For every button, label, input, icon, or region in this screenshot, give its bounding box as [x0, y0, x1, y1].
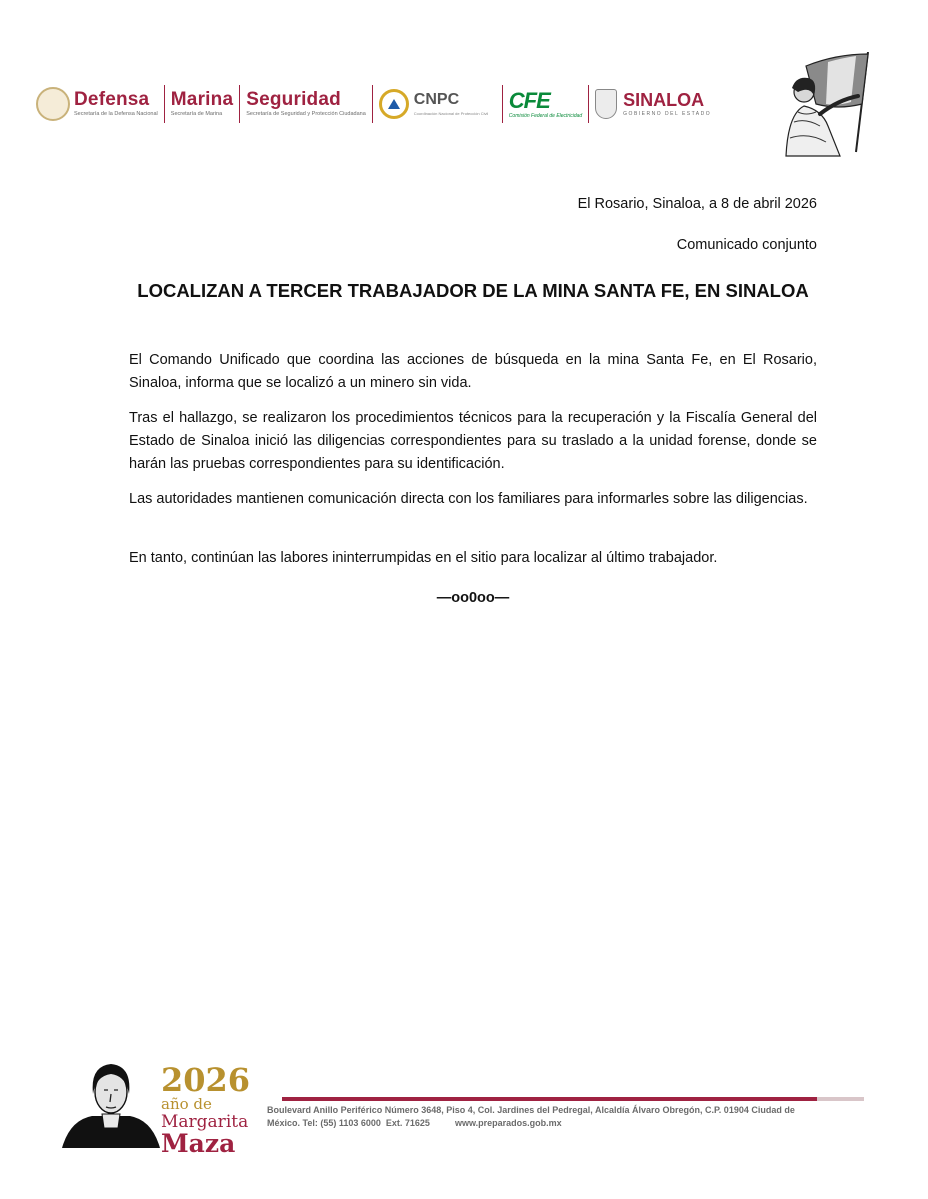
defensa-name: Defensa: [74, 89, 150, 111]
national-seal-icon: [36, 87, 70, 121]
seguridad-logo: [246, 82, 366, 126]
logo-divider: [164, 85, 165, 123]
sinaloa-name: SINALOA: [623, 90, 705, 110]
body-paragraph: Las autoridades mantienen comunicación directa con los familiares para informarles sobre las diligencias.: [129, 491, 808, 507]
website-link[interactable]: www.preparados.gob.mx: [454, 1118, 562, 1128]
page-title: LOCALIZAN A TERCER TRABAJADOR DE LA MINA SANTA FE, EN SINALOA: [137, 280, 809, 301]
cnpc-subtitle: Coordinación Nacional de Protección Civil: [413, 110, 489, 116]
margarita-maza-portrait-icon: [62, 1058, 160, 1148]
footer-divider-fill: [282, 1097, 817, 1101]
address-line-1: Boulevard Anillo Periférico Número 3648, Piso 4, Col. Jardines del Pedregal, Alcaldía Álvaro Obregón, C.P. 01904 Ciudad de: [267, 1105, 795, 1115]
marina-subtitle: Secretaría de Marina: [170, 111, 223, 118]
honoree-last-name: Maza: [161, 1129, 236, 1158]
letterhead: [0, 0, 928, 170]
sinaloa-logo: [595, 82, 711, 126]
footer-divider-bar: [282, 1097, 864, 1101]
defensa-logo: [36, 82, 158, 126]
address-line-2: México. Tel: (55) 1103 6000 Ext. 71625: [267, 1118, 430, 1128]
year-dedication: [161, 1061, 251, 1158]
logo-divider: [588, 85, 589, 123]
document-kind: Comunicado conjunto: [676, 237, 817, 253]
sinaloa-subtitle: GOBIERNO DEL ESTADO: [623, 111, 712, 117]
body-paragraph: El Comando Unificado que coordina las acciones de búsqueda en la mina Santa Fe, en El Rosario, Sinaloa, informa que se localizó a un minero sin vida.: [129, 352, 817, 391]
seguridad-name: Seguridad: [246, 89, 341, 111]
closing-mark: —oo0oo—: [436, 590, 510, 606]
seguridad-subtitle: Secretaría de Seguridad y Protección Ciudadana: [246, 111, 366, 118]
logo-divider: [502, 85, 503, 123]
marina-name: Marina: [170, 89, 234, 111]
date-line: El Rosario, Sinaloa, a 8 de abril 2026: [577, 196, 817, 212]
footer-address: [267, 1104, 847, 1130]
marina-logo: [171, 82, 233, 126]
defensa-subtitle: Secretaría de la Defensa Nacional: [74, 111, 158, 118]
civil-protection-icon: [379, 89, 409, 119]
cnpc-name: CNPC: [413, 90, 460, 108]
logo-divider: [372, 85, 373, 123]
sinaloa-shield-icon: [595, 89, 617, 119]
body-paragraph: Tras el hallazgo, se realizaron los procedimientos técnicos para la recuperación y la Fiscalía General del Estado de Sinaloa inició las diligencias correspondientes para su traslado a la unidad forense, donde se harán las pruebas correspondientes para su identificación.: [129, 410, 817, 472]
cnpc-logo: [379, 82, 496, 126]
dedication-caption: año de: [161, 1095, 212, 1113]
woman-with-flag-illustration-icon: [776, 52, 880, 160]
cfe-subtitle: Comisión Federal de Electricidad: [508, 112, 583, 119]
cfe-name: CFE: [508, 87, 550, 113]
body-paragraph: En tanto, continúan las labores ininterrumpidas en el sitio para localizar al último trabajador.: [129, 550, 718, 566]
logo-divider: [239, 85, 240, 123]
dedication-year: 2026: [161, 1061, 251, 1099]
honoree-first-name: Margarita: [161, 1112, 249, 1132]
institution-logos: [36, 82, 711, 126]
cfe-logo: [509, 82, 582, 126]
